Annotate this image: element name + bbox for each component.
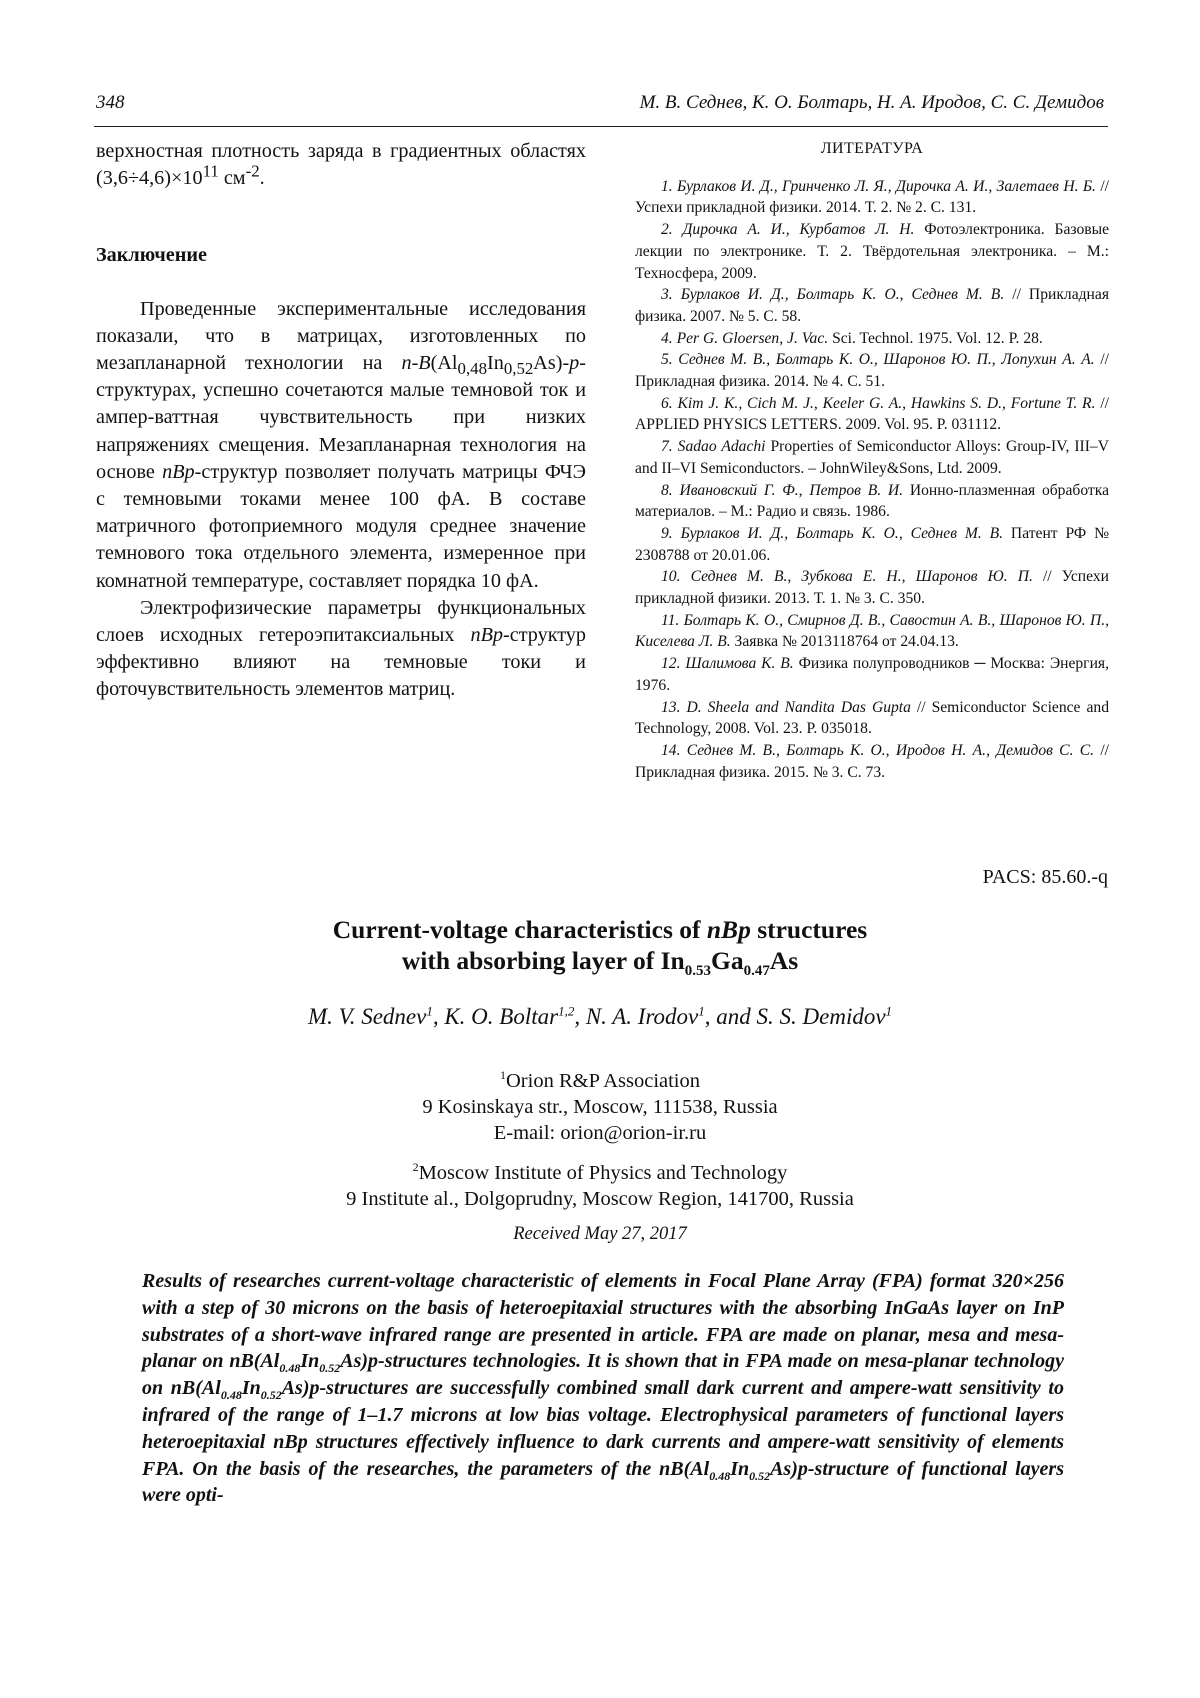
- reference-item: 5. Седнев М. В., Болтарь К. О., Шаронов Ю. П., Лопухин А. А. // Прикладная физика. 2014. № 4. С. 51.: [635, 351, 1109, 391]
- reference-item: 14. Седнев М. В., Болтарь К. О., Иродов Н. А., Демидов С. С. // Прикладная физика. 2015. № 3. С. 73.: [635, 741, 1109, 781]
- reference-item: 3. Бурлаков И. Д., Болтарь К. О., Седнев М. В. // Прикладная физика. 2007. № 5. С. 58.: [635, 286, 1109, 325]
- email: E-mail: orion@orion-ir.ru: [493, 1122, 707, 1144]
- reference-item: 7. Sadao Adachi Properties of Semiconductor Alloys: Group-IV, III–V and II–VI Semiconductors. – JohnWiley&Sons, Ltd. 2009.: [635, 438, 1109, 477]
- paper-title: Current-voltage characteristics of nBp structures with absorbing layer of $In_{0.53}Ga_{0.47}As$: [332, 915, 868, 980]
- reference-item: 13. D. Sheela and Nandita Das Gupta // Semiconductor Science and Technology, 2008. Vol. 23. P. 035018.: [635, 698, 1109, 738]
- conclusion-paragraph-2: Электрофизические параметры функциональных слоев исходных гетероэпитаксиальных nBp-структур эффективно влияют на темновые токи и фоточувствительность элементов матриц.: [96, 596, 586, 701]
- intro-paragraph: верхностная плотность заряда в градиентных областях $(3,6\div 4,6)\times 10^{11}$ $см^{-2}$.: [96, 140, 586, 190]
- author: N. A. Irodov: [585, 1004, 699, 1029]
- reference-item: 9. Бурлаков И. Д., Болтарь К. О., Седнев М. В. Патент РФ № 2308788 от 20.01.06.: [635, 524, 1109, 564]
- reference-item: 4. Per G. Gloersen, J. Vac. Sci. Technol. 1975. Vol. 12. P. 28.: [661, 329, 1043, 347]
- affiliation-2: $^2$Moscow Institute of Physics and Technology 9 Institute al., Dolgoprudny, Moscow Region, 141700, Russia: [346, 1160, 854, 1210]
- author-list: M. V. Sednev$^1$, K. O. Boltar$^{1,2}$, N. A. Irodov$^1$, and S. S. Demidov$^1$: [307, 1003, 893, 1029]
- left-column: [96, 138, 586, 704]
- header-rule: [94, 126, 1108, 127]
- reference-item: 2. Дирочка А. И., Курбатов Л. Н. Фотоэлектроника. Базовые лекции по электронике. Т. 2. Твёрдотельная электроника. – М.: Техносфера, 2009.: [635, 221, 1109, 282]
- page-number: 348: [96, 92, 125, 113]
- reference-item: 12. Шалимова К. В. Физика полупроводников ─ Москва: Энергия, 1976.: [635, 655, 1109, 694]
- pacs-code: PACS: 85.60.-q: [982, 866, 1108, 888]
- received-date: Received May 27, 2017: [513, 1224, 687, 1244]
- references-heading: ЛИТЕРАТУРА: [820, 140, 924, 157]
- reference-item: 10. Седнев М. В., Зубкова Е. Н., Шаронов Ю. П. // Успехи прикладной физики. 2013. Т. 1. № 3. С. 350.: [635, 568, 1109, 608]
- author: K. O. Boltar: [444, 1004, 559, 1029]
- running-header-authors: М. В. Седнев, К. О. Болтарь, Н. А. Иродов, С. С. Демидов: [639, 92, 1104, 113]
- reference-item: 1. Бурлаков И. Д., Гринченко Л. Я., Дирочка А. И., Залетаев Н. Б. // Успехи прикладной физики. 2014. Т. 2. № 2. С. 131.: [635, 177, 1109, 217]
- affiliation-1: $^1$Orion R&P Association 9 Kosinskaya str., Moscow, 111538, Russia E-mail: orion@orion-ir.ru: [0, 1068, 1200, 1146]
- reference-item: 6. Kim J. K., Cich M. J., Keeler G. A., Hawkins S. D., Fortune T. R. // APPLIED PHYSICS LETTERS. 2009. Vol. 95. P. 031112.: [635, 394, 1109, 434]
- references-column: [635, 138, 1109, 783]
- reference-item: 8. Ивановский Г. Ф., Петров В. И. Ионно-плазменная обработка материалов. – М.: Радио и связь. 1986.: [635, 481, 1109, 521]
- reference-list: [635, 176, 1109, 784]
- section-title-conclusion: Заключение: [96, 244, 207, 267]
- conclusion-paragraph-1: Проведенные экспериментальные исследования показали, что в матрицах, изготовленных по мезапланарной технологии на $n-B(Al_{0,48}In_{0,52}As)-p$-структурах, успешно сочетаются малые темновой ток и ампер-ваттная чувствительность при низких напряжениях смещения. Мезапланарная технология на основе nBp-структур позволяет получать матрицы ФЧЭ с темновыми токами менее 100 фА. В составе матричного фотоприемного модуля среднее значение темнового тока отдельного элемента, измеренное при комнатной температуре, составляет порядка 10 фА.: [96, 297, 586, 592]
- reference-item: 11. Болтарь К. О., Смирнов Д. В., Савостин А. В., Шаронов Ю. П., Киселева Л. В. Заявка № 2013118764 от 24.04.13.: [635, 611, 1109, 651]
- abstract: Results of researches current-voltage characteristic of elements in Focal Plane Array (FPA) format 320×256 with a step of 30 microns on the basis of heteroepitaxial structures with the absorbing InGaAs layer on InP substrates of a short-wave infrared range are presented in article. FPA are made on planar, mesa and mesa-planar on $nB(Al_{0.48}In_{0.52}As)p$-structures technologies. It is shown that in FPA made on mesa-planar technology on $nB(Al_{0.48}In_{0.52}As)p$-structures are successfully combined small dark current and ampere-watt sensitivity to infrared of the range of 1–1.7 microns at low bias voltage. Electrophysical parameters of functional layers heteroepitaxial nBp structures effectively influence to dark currents and ampere-watt sensitivity of elements FPA. On the basis of the researches, the parameters of the $nB(Al_{0.48}In_{0.52}As)p$-structure of functional layers were opti-: [142, 1270, 1064, 1507]
- author: M. V. Sednev: [307, 1004, 427, 1029]
- author: S. S. Demidov: [756, 1004, 886, 1029]
